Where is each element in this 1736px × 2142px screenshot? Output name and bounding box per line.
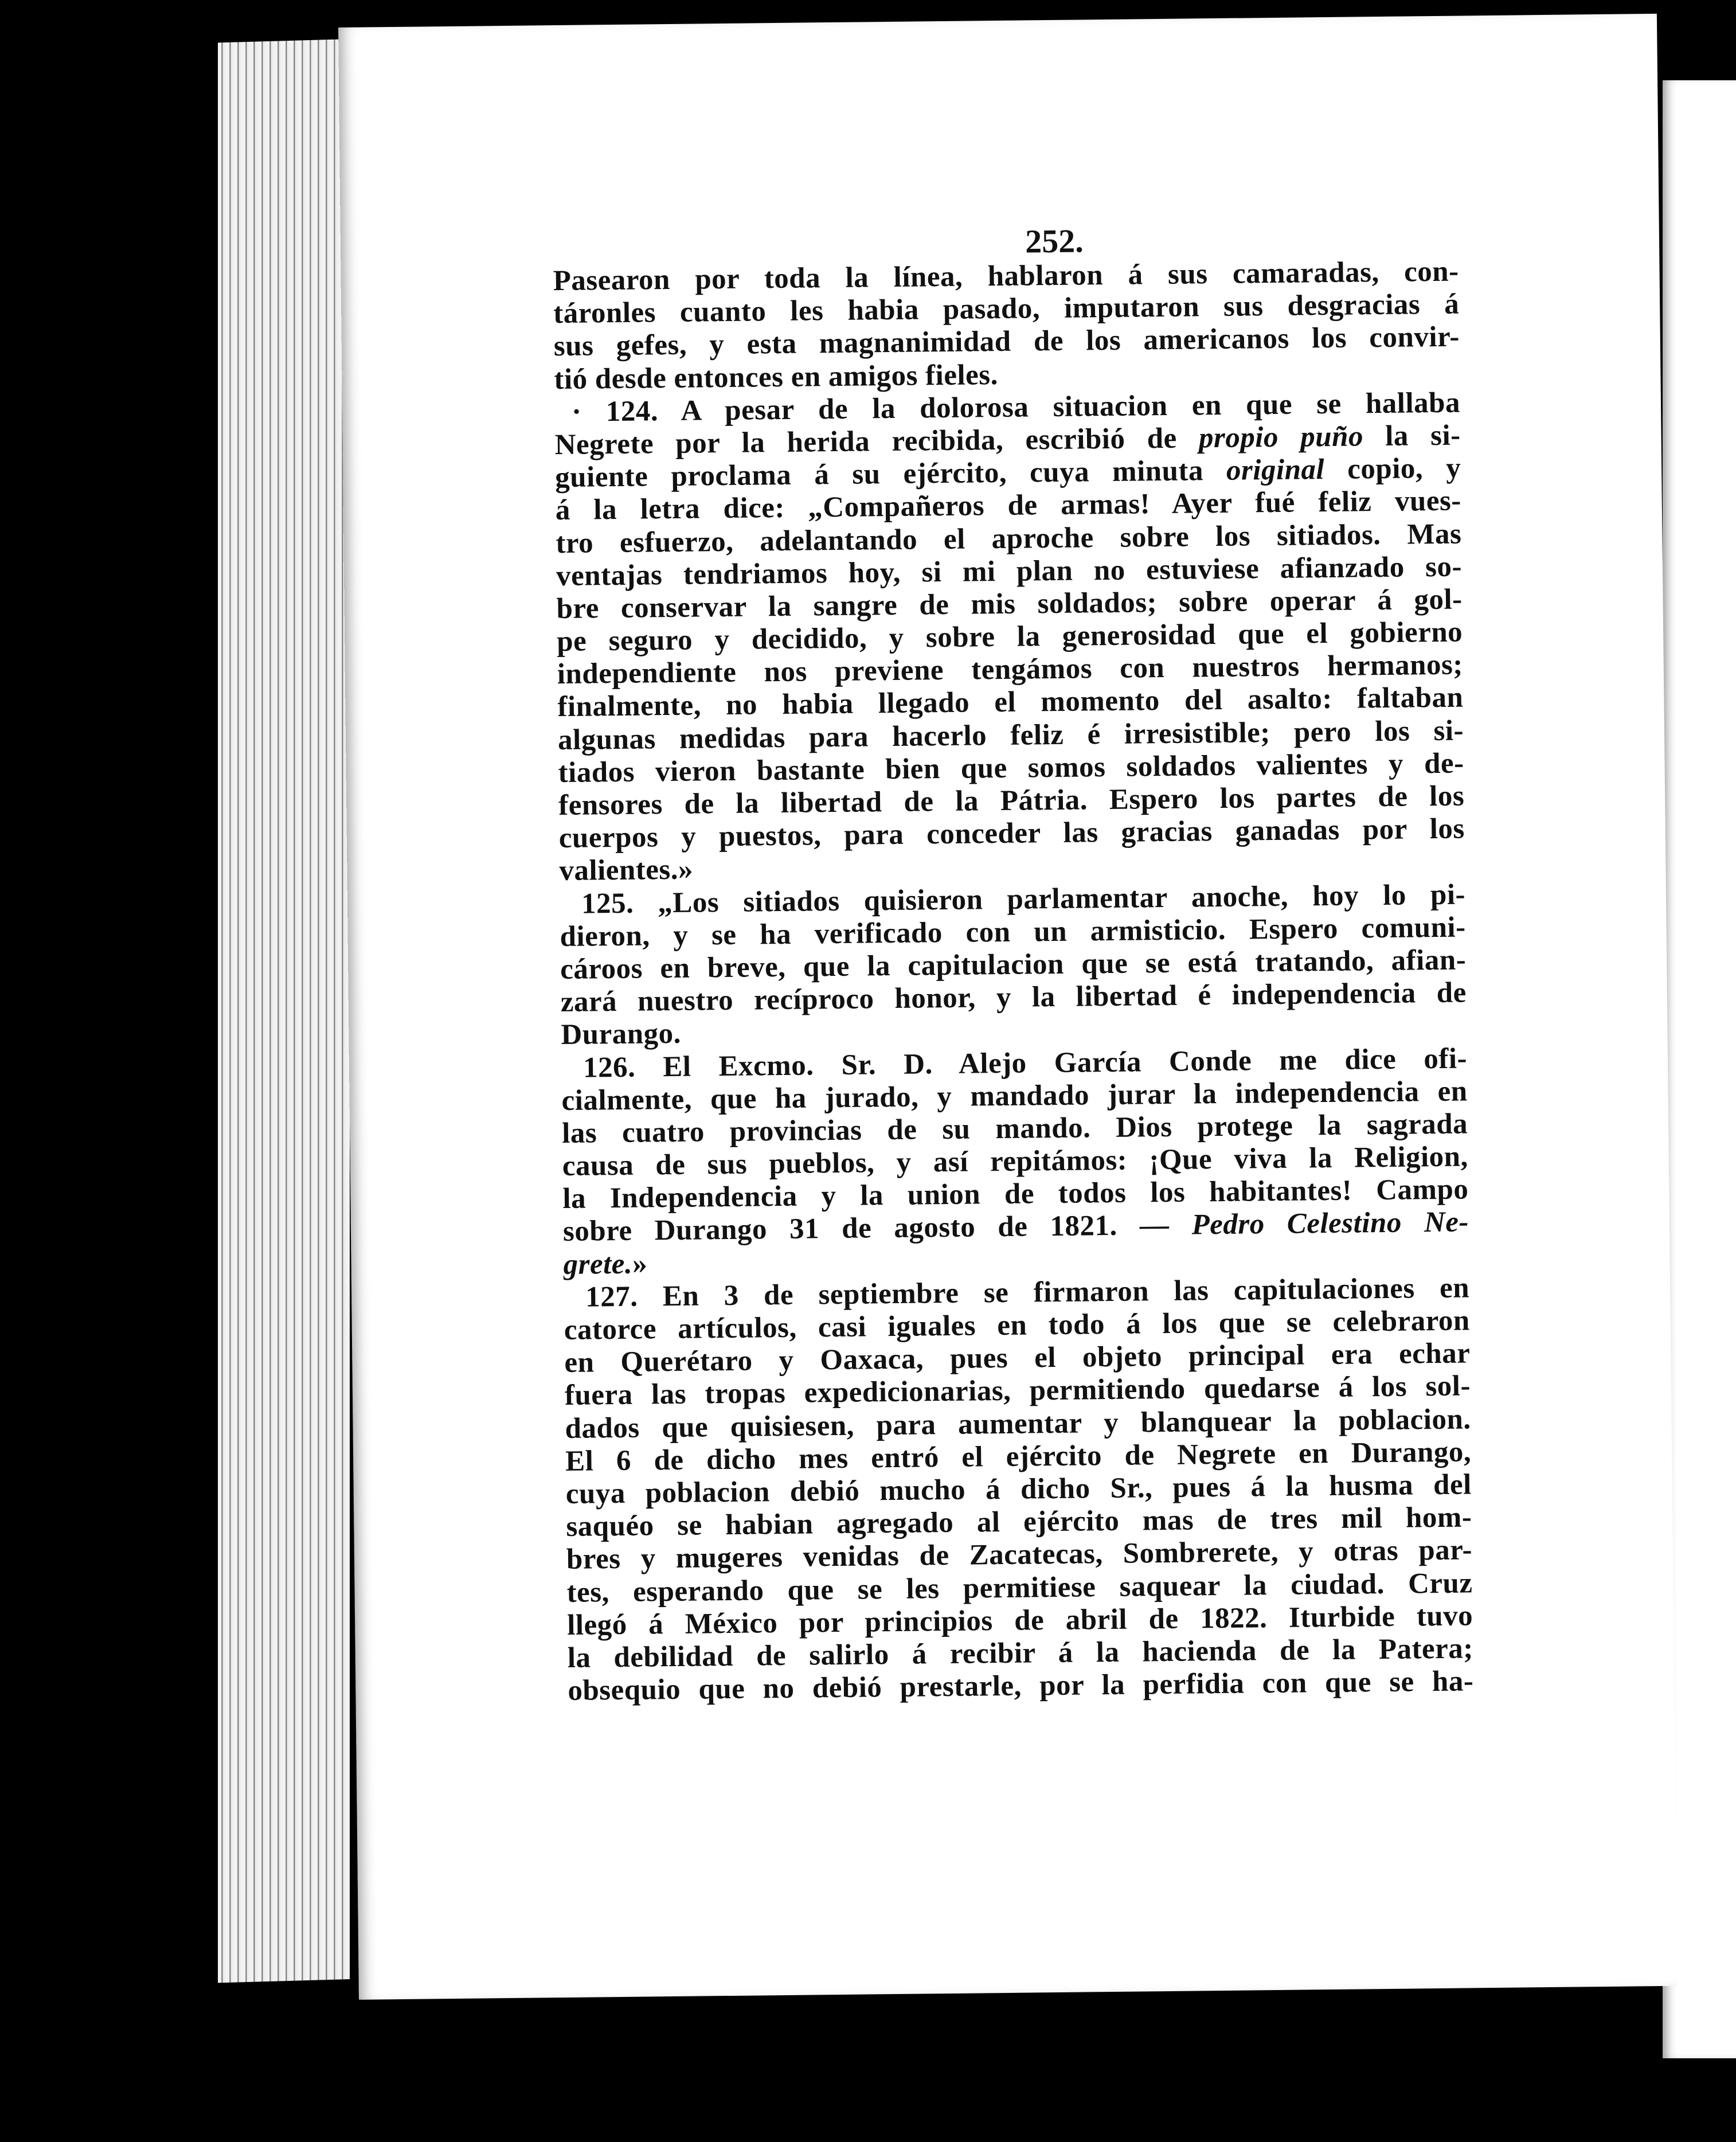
text-line: cialmente, que ha jurado, y mandado jurar la independencia en [561,1075,1468,1117]
text-line: saquéo se habian agregado al ejército mas de tres mil hom- [566,1501,1472,1543]
body-text [553,256,1473,1708]
book-page [338,14,1678,2000]
text-line: Negrete por la herida recibida, escribió de propio puño la si- [554,419,1461,462]
text-line: causa de sus pueblos, y así repitámos: ¡Que viva la Religion, [562,1140,1469,1183]
text-line: pe seguro y decidido, y sobre la generosidad que el gobierno [556,616,1463,658]
paragraph-127-start: 127. En 3 de septiembre se firmaron las capitulaciones en [585,1272,1470,1314]
text-line: finalmente, no habia llegado el momento del asalto: faltaban [557,681,1464,724]
text-line: sobre Durango 31 de agosto de 1821. — Pedro Celestino Ne- [562,1206,1469,1248]
book-page-edges [218,39,350,1983]
text-line: guiente proclama á su ejército, cuya minuta original copio, y [554,452,1461,494]
text-line: bre conservar la sangre de mis soldados; sobre operar á gol- [556,583,1463,625]
text-line: Durango. [561,1018,682,1052]
text-line: las cuatro provincias de su mando. Dios protege la sagrada [561,1108,1468,1150]
paragraph-124-start: · 124. A pesar de la dolorosa situacion en que se hallaba [571,386,1461,428]
text-line: ventajas tendriamos hoy, si mi plan no estuviese afianzado so- [556,550,1463,592]
text-line: dados que quisiesen, para aumentar y blanquear la poblacion. [565,1403,1471,1445]
text-line: táronles cuanto les habia pasado, imputaron sus desgracias á [553,288,1460,330]
italic-signature: Pedro Celestino Ne- [1191,1206,1469,1241]
text-line: obsequio que no debió prestarle, por la perfidia con que se ha- [568,1665,1474,1707]
text-line: fuera las tropas expedicionarias, permitiendo quedarse á los sol- [564,1370,1471,1412]
italic-signature: grete. [563,1248,633,1281]
text-line: cuerpos y puestos, para conceder las gracias ganadas por los [558,812,1465,855]
text-line: independiente nos previene tengámos con nuestros hermanos; [557,648,1464,691]
text-line: fensores de la libertad de la Pátria. Espero los partes de los [558,780,1465,822]
text-line: llegó á México por principios de abril de 1822. Iturbide tuvo [566,1600,1473,1641]
text-line: catorce artículos, casi iguales en todo á los que se celebraron [564,1304,1471,1346]
text-line: zará nuestro recíproco honor, y la libertad é independencia de [560,976,1467,1019]
text-line: cároos en breve, que la capitulacion que se está tratando, afian- [560,944,1467,986]
text-line: tro esfuerzo, adelantando el aproche sobre los sitiados. Mas [556,518,1462,560]
text-line: tes, esperando que se les permitiese saquear la ciudad. Cruz [566,1566,1473,1609]
text-line: bres y mugeres venidas de Zacatecas, Sombrerete, y otras par- [566,1534,1473,1576]
text-line: en Querétaro y Oaxaca, pues el objeto principal era echar [564,1337,1471,1379]
text-line: sus gefes, y esta magnanimidad de los americanos los convir- [553,320,1460,363]
text-line: dieron, y se ha verificado con un armisticio. Espero comuni- [560,911,1466,953]
paragraph-126-start: 126. El Excmo. Sr. D. Alejo García Conde me dice ofi- [582,1042,1468,1084]
text-line: á la letra dice: „Compañeros de armas! Ayer fué feliz vues- [555,484,1462,527]
page-number: 252. [1025,222,1084,260]
text-line: tió desde entonces en amigos fieles. [554,358,999,396]
italic-phrase: original [1226,454,1325,487]
text-line: algunas medidas para hacerlo feliz é irresistible; pero los si- [557,714,1464,756]
text-line: cuya poblacion debió mucho á dicho Sr., pues á la husma del [565,1468,1472,1510]
paragraph-125-start: 125. „Los sitiados quisieron parlamentar anoche, hoy lo pi- [581,878,1466,920]
text-line: El 6 de dicho mes entró el ejército de Negrete en Durango, [565,1436,1472,1477]
italic-phrase: propio puño [1198,420,1364,455]
text-line: la debilidad de salirlo á recibir á la hacienda de la Patera; [567,1632,1474,1674]
text-line: grete.» [563,1248,648,1281]
text-line: valientes.» [559,853,694,888]
text-line: tiados vieron bastante bien que somos soldados valientes y de- [558,747,1464,789]
text-line: Pasearon por toda la línea, hablaron á sus camaradas, con- [553,255,1459,298]
text-line: la Independencia y la union de todos los habitantes! Campo [562,1173,1469,1215]
